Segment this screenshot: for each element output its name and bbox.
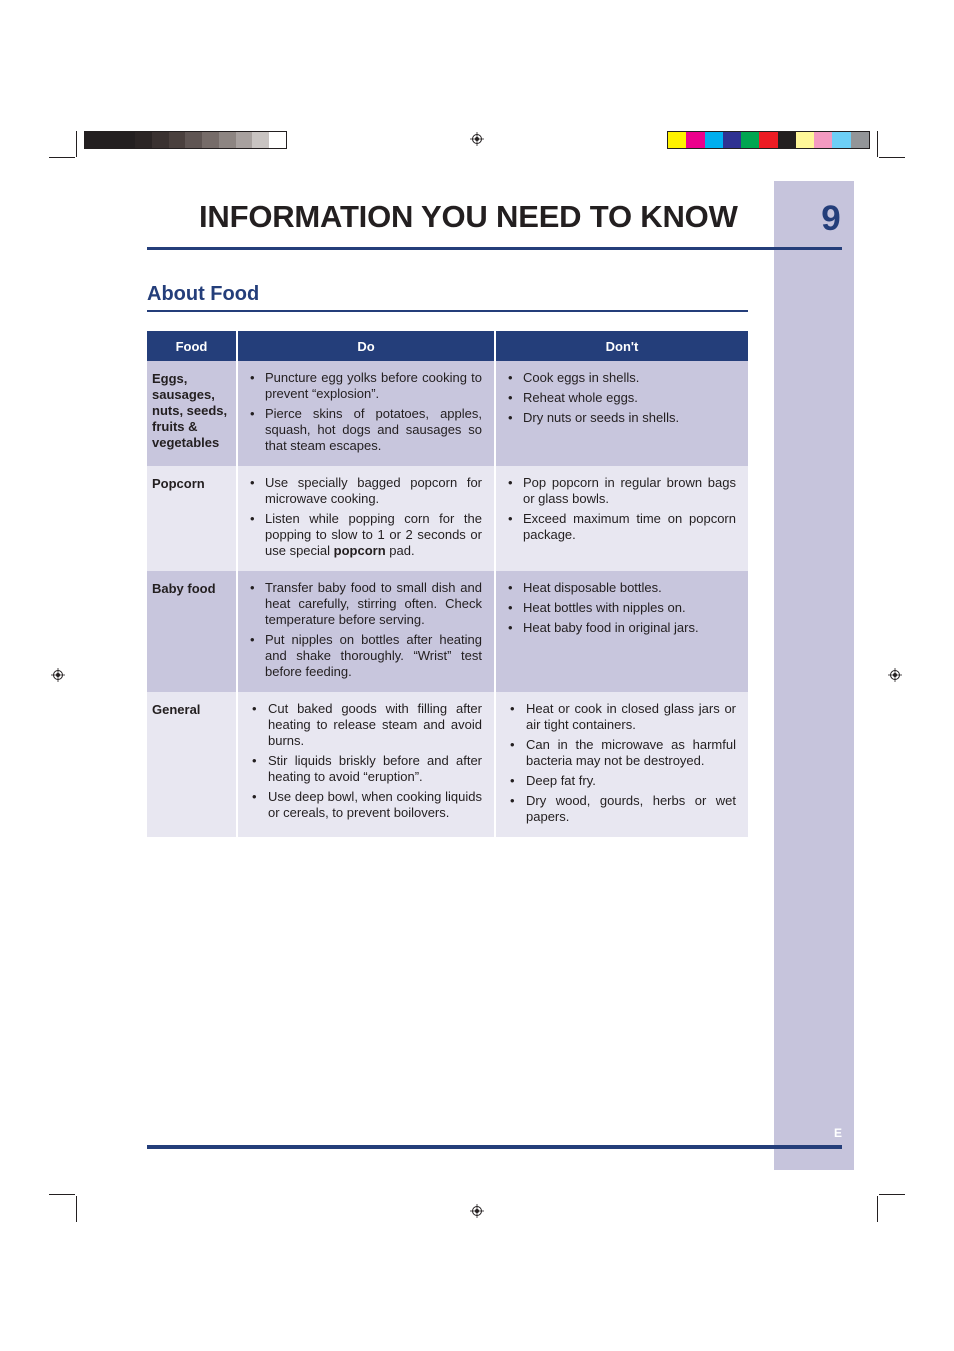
registration-mark-icon xyxy=(888,668,902,682)
list-item: • Puncture egg yolks before cooking to prevent “explosion”. xyxy=(248,370,482,402)
food-cell: Popcorn xyxy=(147,466,237,571)
column-header-dont: Don't xyxy=(495,331,748,361)
list-item: • Heat disposable bottles. xyxy=(506,580,736,596)
do-cell xyxy=(237,692,495,837)
food-cell: Eggs, sausages, nuts, seeds, fruits & vegetables xyxy=(147,361,237,466)
crop-mark xyxy=(879,157,905,158)
list-item: • Transfer baby food to small dish and heat carefully, stirring often. Check temperature before serving. xyxy=(248,580,482,628)
color-swatch xyxy=(185,132,202,148)
list-item-suffix: pad. xyxy=(385,543,415,558)
chapter-side-tab xyxy=(774,181,854,1170)
list-item: • Dry wood, gourds, herbs or wet papers. xyxy=(506,793,736,825)
color-swatch xyxy=(705,132,723,148)
color-swatch xyxy=(102,132,119,148)
registration-mark-icon xyxy=(470,132,484,146)
registration-mark-icon xyxy=(470,1204,484,1218)
color-swatch xyxy=(778,132,796,148)
food-cell: General xyxy=(147,692,237,837)
footer-divider xyxy=(147,1145,842,1149)
table-row xyxy=(147,361,748,466)
list-item-text: Listen while popping corn for the popping to slow to 1 or 2 seconds or use special xyxy=(265,511,482,558)
dont-cell xyxy=(495,692,748,837)
color-swatch xyxy=(796,132,814,148)
grayscale-color-bar xyxy=(84,131,287,149)
list-item: • Stir liquids briskly before and after heating to avoid “eruption”. xyxy=(248,753,482,785)
color-swatch xyxy=(832,132,850,148)
color-swatch xyxy=(252,132,269,148)
crop-mark xyxy=(879,1194,905,1195)
color-swatch xyxy=(668,132,686,148)
crop-mark xyxy=(76,131,77,157)
section-divider xyxy=(147,310,748,312)
color-swatch xyxy=(814,132,832,148)
color-swatch xyxy=(169,132,186,148)
color-swatch xyxy=(85,132,102,148)
color-swatch xyxy=(741,132,759,148)
chapter-number: 9 xyxy=(821,199,841,238)
list-item: • Dry nuts or seeds in shells. xyxy=(506,410,736,426)
crop-mark xyxy=(49,1194,75,1195)
list-item: • Exceed maximum time on popcorn package. xyxy=(506,511,736,543)
crop-mark xyxy=(877,1196,878,1222)
language-indicator: E xyxy=(833,1126,842,1140)
color-swatch xyxy=(269,132,286,148)
list-item: • Put nipples on bottles after heating and shake thoroughly. “Wrist” test before feeding. xyxy=(248,632,482,680)
food-do-dont-table xyxy=(147,331,748,837)
list-item: • Use deep bowl, when cooking liquids or cereals, to prevent boilovers. xyxy=(248,789,482,821)
process-color-bar xyxy=(667,131,870,149)
color-swatch xyxy=(152,132,169,148)
column-header-food: Food xyxy=(147,331,237,361)
registration-mark-icon xyxy=(51,668,65,682)
table-row xyxy=(147,692,748,837)
table-header-row xyxy=(147,331,748,361)
list-item: • Heat bottles with nipples on. xyxy=(506,600,736,616)
color-swatch xyxy=(118,132,135,148)
list-item: • Heat baby food in original jars. xyxy=(506,620,736,636)
list-item: • Can in the microwave as harmful bacteria may not be destroyed. xyxy=(506,737,736,769)
list-item: • Cut baked goods with filling after heating to release steam and avoid burns. xyxy=(248,701,482,749)
dont-cell xyxy=(495,571,748,692)
color-swatch xyxy=(219,132,236,148)
color-swatch xyxy=(723,132,741,148)
crop-mark xyxy=(49,157,75,158)
crop-mark xyxy=(877,131,878,157)
title-divider xyxy=(147,247,842,250)
dont-cell xyxy=(495,466,748,571)
color-swatch xyxy=(759,132,777,148)
color-swatch xyxy=(236,132,253,148)
page-title: INFORMATION YOU NEED TO KNOW xyxy=(199,199,738,234)
food-cell: Baby food xyxy=(147,571,237,692)
crop-mark xyxy=(76,1196,77,1222)
dont-cell xyxy=(495,361,748,466)
do-cell xyxy=(237,466,495,571)
list-item: • Deep fat fry. xyxy=(506,773,736,789)
table-row xyxy=(147,571,748,692)
list-item: • Use specially bagged popcorn for microwave cooking. xyxy=(248,475,482,507)
list-item: • Reheat whole eggs. xyxy=(506,390,736,406)
color-swatch xyxy=(202,132,219,148)
list-item: • Cook eggs in shells. xyxy=(506,370,736,386)
list-item: • Pierce skins of potatoes, apples, squash, hot dogs and sausages so that steam escapes. xyxy=(248,406,482,454)
list-item xyxy=(248,511,482,559)
table-row xyxy=(147,466,748,571)
do-cell xyxy=(237,571,495,692)
list-item: • Pop popcorn in regular brown bags or glass bowls. xyxy=(506,475,736,507)
column-header-do: Do xyxy=(237,331,495,361)
do-cell xyxy=(237,361,495,466)
color-swatch xyxy=(851,132,869,148)
popcorn-pad-label: popcorn xyxy=(333,543,386,558)
list-item: • Heat or cook in closed glass jars or air tight containers. xyxy=(506,701,736,733)
color-swatch xyxy=(135,132,152,148)
section-heading: About Food xyxy=(147,283,260,305)
color-swatch xyxy=(686,132,704,148)
